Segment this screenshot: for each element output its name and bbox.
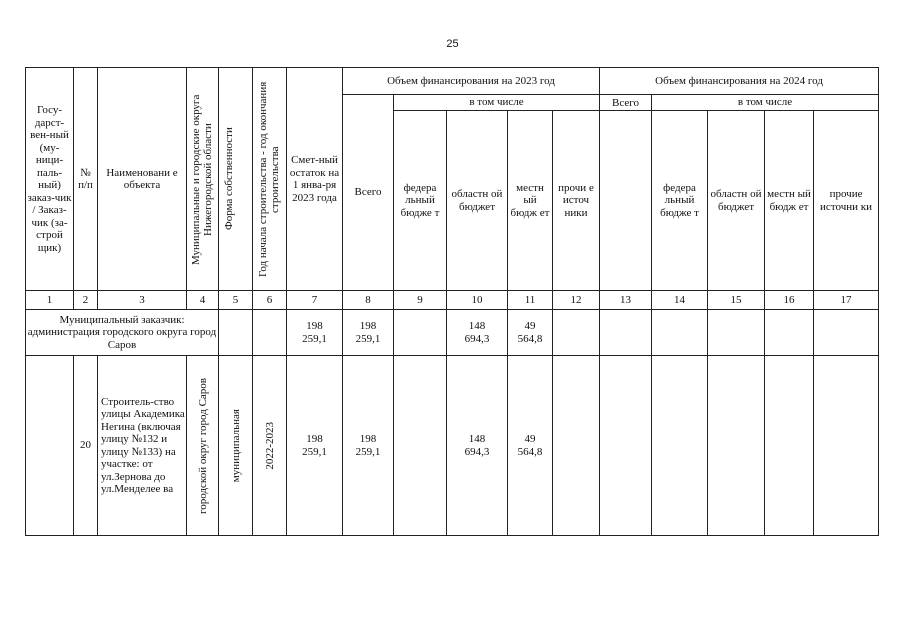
header-funding-2023: Объем финансирования на 2023 год	[343, 68, 600, 95]
header-num: № п/п	[74, 68, 98, 291]
col-num: 17	[814, 291, 879, 310]
customer-regional-2023: 148 694,3	[447, 310, 508, 356]
header-customer: Госу-дарст-вен-ный (му-ници-паль-ный) заказ-чик / Заказ-чик (за-строй щик)	[26, 68, 74, 291]
object-num: 20	[74, 356, 98, 536]
col-num: 7	[287, 291, 343, 310]
header-funding-2024: Объем финансирования на 2024 год	[600, 68, 879, 95]
col-num: 6	[253, 291, 287, 310]
header-regional-2023: областн ой бюджет	[447, 111, 508, 291]
header-other-2024: прочие источни ки	[814, 111, 879, 291]
header-other-2023: прочи е источ ники	[553, 111, 600, 291]
header-total-2023: Всего	[343, 95, 394, 291]
object-regional-2023: 148 694,3	[447, 356, 508, 536]
object-total-2023: 198 259,1	[343, 356, 394, 536]
object-years: 2022-2023	[253, 356, 287, 536]
customer-total-2023: 198 259,1	[343, 310, 394, 356]
col-num: 4	[187, 291, 219, 310]
header-federal-2024: федера льный бюдже т	[652, 111, 708, 291]
col-num: 12	[553, 291, 600, 310]
col-num: 14	[652, 291, 708, 310]
header-estimated-balance: Смет-ный остаток на 1 янва-ря 2023 года	[287, 68, 343, 291]
header-regional-2024: областн ой бюджет	[708, 111, 765, 291]
customer-label: Муниципальный заказчик: администрация городского округа город Саров	[26, 310, 219, 356]
object-ownership: муниципальная	[219, 356, 253, 536]
page-number: 25	[446, 38, 459, 50]
header-total-2024: Всего	[600, 95, 652, 111]
header-object-name: Наименовани е объекта	[98, 68, 187, 291]
col-num: 3	[98, 291, 187, 310]
object-balance: 198 259,1	[287, 356, 343, 536]
object-municipality: городской округ город Саров	[187, 356, 219, 536]
col-num: 10	[447, 291, 508, 310]
object-name: Строитель-ство улицы Академика Негина (включая улицу №132 и улицу №133) на участке: от ул.Зернова до ул.Менделее ва	[98, 356, 187, 536]
col-num: 16	[765, 291, 814, 310]
col-num: 11	[508, 291, 553, 310]
col-num: 1	[26, 291, 74, 310]
customer-row	[26, 310, 879, 356]
header-including-2024: в том числе	[652, 95, 879, 111]
col-num: 13	[600, 291, 652, 310]
header-ownership: Форма собственности	[219, 68, 253, 291]
object-row	[26, 356, 879, 536]
col-num: 5	[219, 291, 253, 310]
col-num: 8	[343, 291, 394, 310]
col-num: 2	[74, 291, 98, 310]
header-construction-years: Год начала строительства - год окончания строительства	[253, 68, 287, 291]
header-municipalities: Муниципальные и городские округа Нижегородской области	[187, 68, 219, 291]
col-num: 9	[394, 291, 447, 310]
header-local-2024: местн ый бюдж ет	[765, 111, 814, 291]
financing-table	[25, 67, 879, 536]
customer-balance: 198 259,1	[287, 310, 343, 356]
column-number-row	[26, 291, 879, 310]
header-local-2023: местн ый бюдж ет	[508, 111, 553, 291]
header-blank-2024	[600, 111, 652, 291]
header-including-2023: в том числе	[394, 95, 600, 111]
header-federal-2023: федера льный бюдже т	[394, 111, 447, 291]
col-num: 15	[708, 291, 765, 310]
customer-local-2023: 49 564,8	[508, 310, 553, 356]
object-local-2023: 49 564,8	[508, 356, 553, 536]
